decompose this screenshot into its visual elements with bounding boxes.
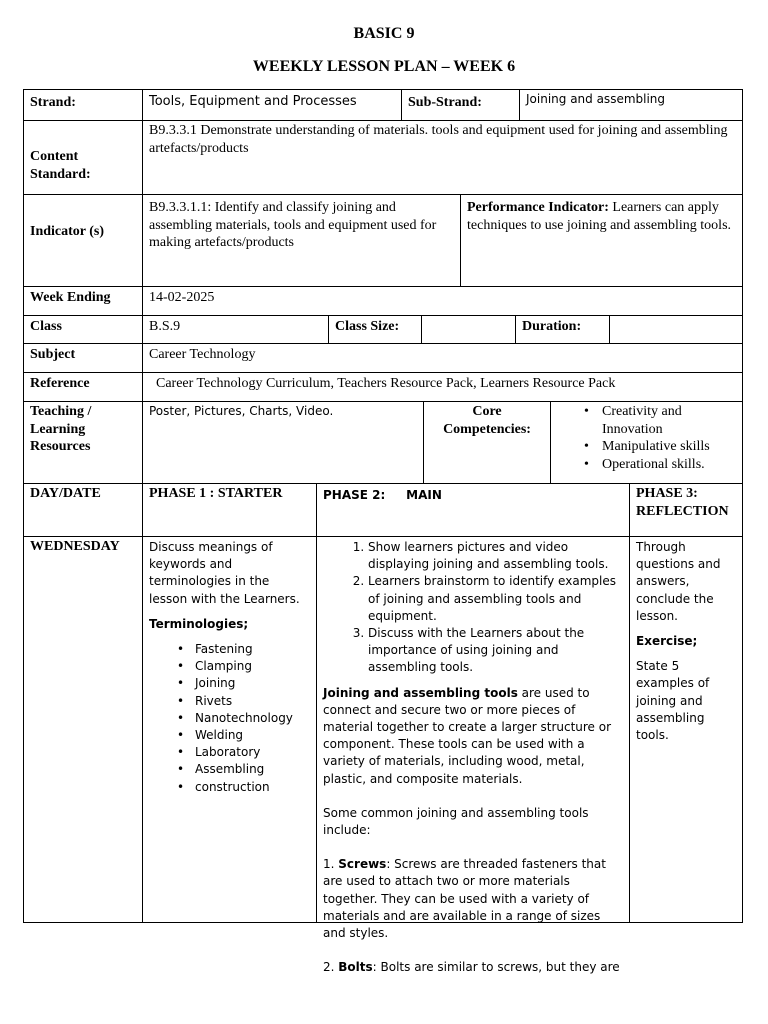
subject-value-cell	[142, 343, 743, 373]
reflection-cell	[629, 536, 743, 923]
terminology-item: • Welding	[195, 727, 310, 744]
content-standard-value: B9.3.3.1 Demonstrate understanding of materials. tools and equipment used for joining and assembling artefacts/products	[149, 123, 728, 156]
class-size-value-cell	[421, 315, 516, 344]
terminologies-label: Terminologies;	[149, 616, 249, 631]
week-ending-label-cell	[23, 286, 143, 316]
document-subtitle: WEEKLY LESSON PLAN – WEEK 6	[252, 58, 516, 75]
subject-label: Subject	[30, 347, 76, 362]
week-ending-value-cell	[142, 286, 743, 316]
class-value-cell	[142, 315, 329, 344]
screws-rest: : Screws are threaded fasteners that are used to attach two or more materials together. They can be used with a variety of materials and are available in a range of sizes and styles.	[323, 857, 606, 941]
bolts-rest: : Bolts are similar to screws, but they are	[372, 960, 620, 975]
core-competencies-label-cell	[423, 401, 551, 484]
main-step: 2. Learners brainstorm to identify examples of joining and assembling tools and equipment.	[368, 573, 623, 625]
exercise-label: Exercise;	[636, 634, 698, 649]
content-standard-label-cell	[23, 120, 143, 195]
performance-indicator-label: Performance Indicator:	[467, 200, 609, 215]
strand-value-cell	[142, 89, 402, 121]
content-standard-label: Content Standard:	[30, 149, 91, 182]
class-label-cell	[23, 315, 143, 344]
resources-label-cell	[23, 401, 143, 484]
class-value: B.S.9	[149, 319, 181, 334]
phase1-header-cell	[142, 483, 317, 537]
day-date-header: DAY/DATE	[30, 486, 101, 501]
reference-label-cell	[23, 372, 143, 402]
starter-cell	[142, 536, 317, 923]
starter-intro: Discuss meanings of keywords and terminologies in the lesson with the Learners.	[149, 540, 300, 606]
main-common: Some common joining and assembling tools include:	[323, 805, 589, 838]
reference-value-cell	[142, 372, 743, 402]
strand-label-cell	[23, 89, 143, 121]
duration-value-cell	[609, 315, 743, 344]
core-competency-item: • Operational skills.	[602, 456, 736, 474]
core-competency-item: • Creativity and Innovation	[602, 403, 736, 438]
indicator-value-cell	[142, 194, 461, 287]
terminology-item: • Fastening	[195, 641, 310, 658]
week-ending-label: Week Ending	[30, 290, 111, 305]
strand-label: Strand:	[30, 95, 76, 110]
main-cell	[316, 536, 630, 975]
reflection-text: Through questions and answers, conclude the lesson.	[636, 540, 721, 623]
bolts-bold: Bolts	[338, 960, 373, 975]
phase2-header-cell	[316, 483, 630, 537]
phase2-header: PHASE 2: MAIN	[323, 488, 442, 502]
exercise-text: State 5 examples of joining and assembling tools.	[636, 659, 710, 743]
performance-indicator-value: Learners can apply techniques to use joining and assembling tools.	[467, 200, 732, 233]
subject-value: Career Technology	[149, 347, 256, 362]
indicator-value: B9.3.3.1.1: Identify and classify joining and assembling materials, tools and equipment used for making artefacts/products	[149, 200, 437, 250]
week-ending-value: 14-02-2025	[149, 290, 215, 305]
reference-label: Reference	[30, 376, 90, 391]
class-size-label: Class Size:	[335, 319, 400, 334]
subject-label-cell	[23, 343, 143, 373]
indicator-label-cell	[23, 194, 143, 287]
core-competencies-list-cell	[550, 401, 743, 484]
terminology-item: • Clamping	[195, 658, 310, 675]
class-label: Class	[30, 319, 62, 334]
screws-paragraph	[323, 856, 623, 942]
terminology-item: • construction	[195, 779, 310, 796]
day-name: WEDNESDAY	[30, 539, 120, 554]
substrand-label-cell	[401, 89, 520, 121]
performance-indicator-cell	[460, 194, 743, 287]
terminology-item: • Rivets	[195, 693, 310, 710]
strand-value: Tools, Equipment and Processes	[149, 94, 357, 109]
class-size-label-cell	[328, 315, 422, 344]
main-paragraph-rest: are used to connect and secure two or more pieces of material together to create a larger structure or component. These tools can be used with a variety of materials, including wood, metal, plastic, and composite materials.	[323, 685, 612, 786]
terminology-item: • Laboratory	[195, 744, 310, 761]
core-competencies-label: Core Competencies:	[443, 404, 531, 437]
duration-label-cell	[515, 315, 610, 344]
substrand-label: Sub-Strand:	[408, 95, 482, 110]
core-competency-item: • Manipulative skills	[602, 438, 736, 456]
main-step: 3. Discuss with the Learners about the importance of using joining and assembling tools.	[368, 625, 623, 677]
screws-bold: Screws	[338, 857, 387, 872]
bolts-number: 2.	[323, 960, 339, 975]
day-date-header-cell	[23, 483, 143, 537]
phase3-header-cell	[629, 483, 743, 537]
resources-label: Teaching / Learning Resources	[30, 404, 92, 454]
day-cell	[23, 536, 143, 923]
substrand-value: Joining and assembling	[526, 92, 666, 106]
document-title: BASIC 9	[353, 25, 415, 42]
indicator-label: Indicator (s)	[30, 224, 105, 239]
main-paragraph	[323, 685, 623, 788]
terminology-item: • Nanotechnology	[195, 710, 310, 727]
main-step: 1. Show learners pictures and video displaying joining and assembling tools.	[368, 539, 623, 573]
terminology-item: • Assembling	[195, 761, 310, 778]
phase1-header: PHASE 1 : STARTER	[149, 486, 283, 501]
resources-value: Poster, Pictures, Charts, Video.	[149, 404, 334, 418]
reference-value: Career Technology Curriculum, Teachers Resource Pack, Learners Resource Pack	[156, 376, 616, 391]
bolts-paragraph	[323, 959, 623, 976]
screws-number: 1.	[323, 857, 339, 872]
phase3-header: PHASE 3: REFLECTION	[636, 486, 729, 519]
content-standard-value-cell	[142, 120, 743, 195]
substrand-value-cell	[519, 89, 743, 121]
terminology-item: • Joining	[195, 675, 310, 692]
resources-value-cell	[142, 401, 424, 484]
main-paragraph-bold: Joining and assembling tools	[323, 685, 518, 700]
duration-label: Duration:	[522, 319, 582, 334]
